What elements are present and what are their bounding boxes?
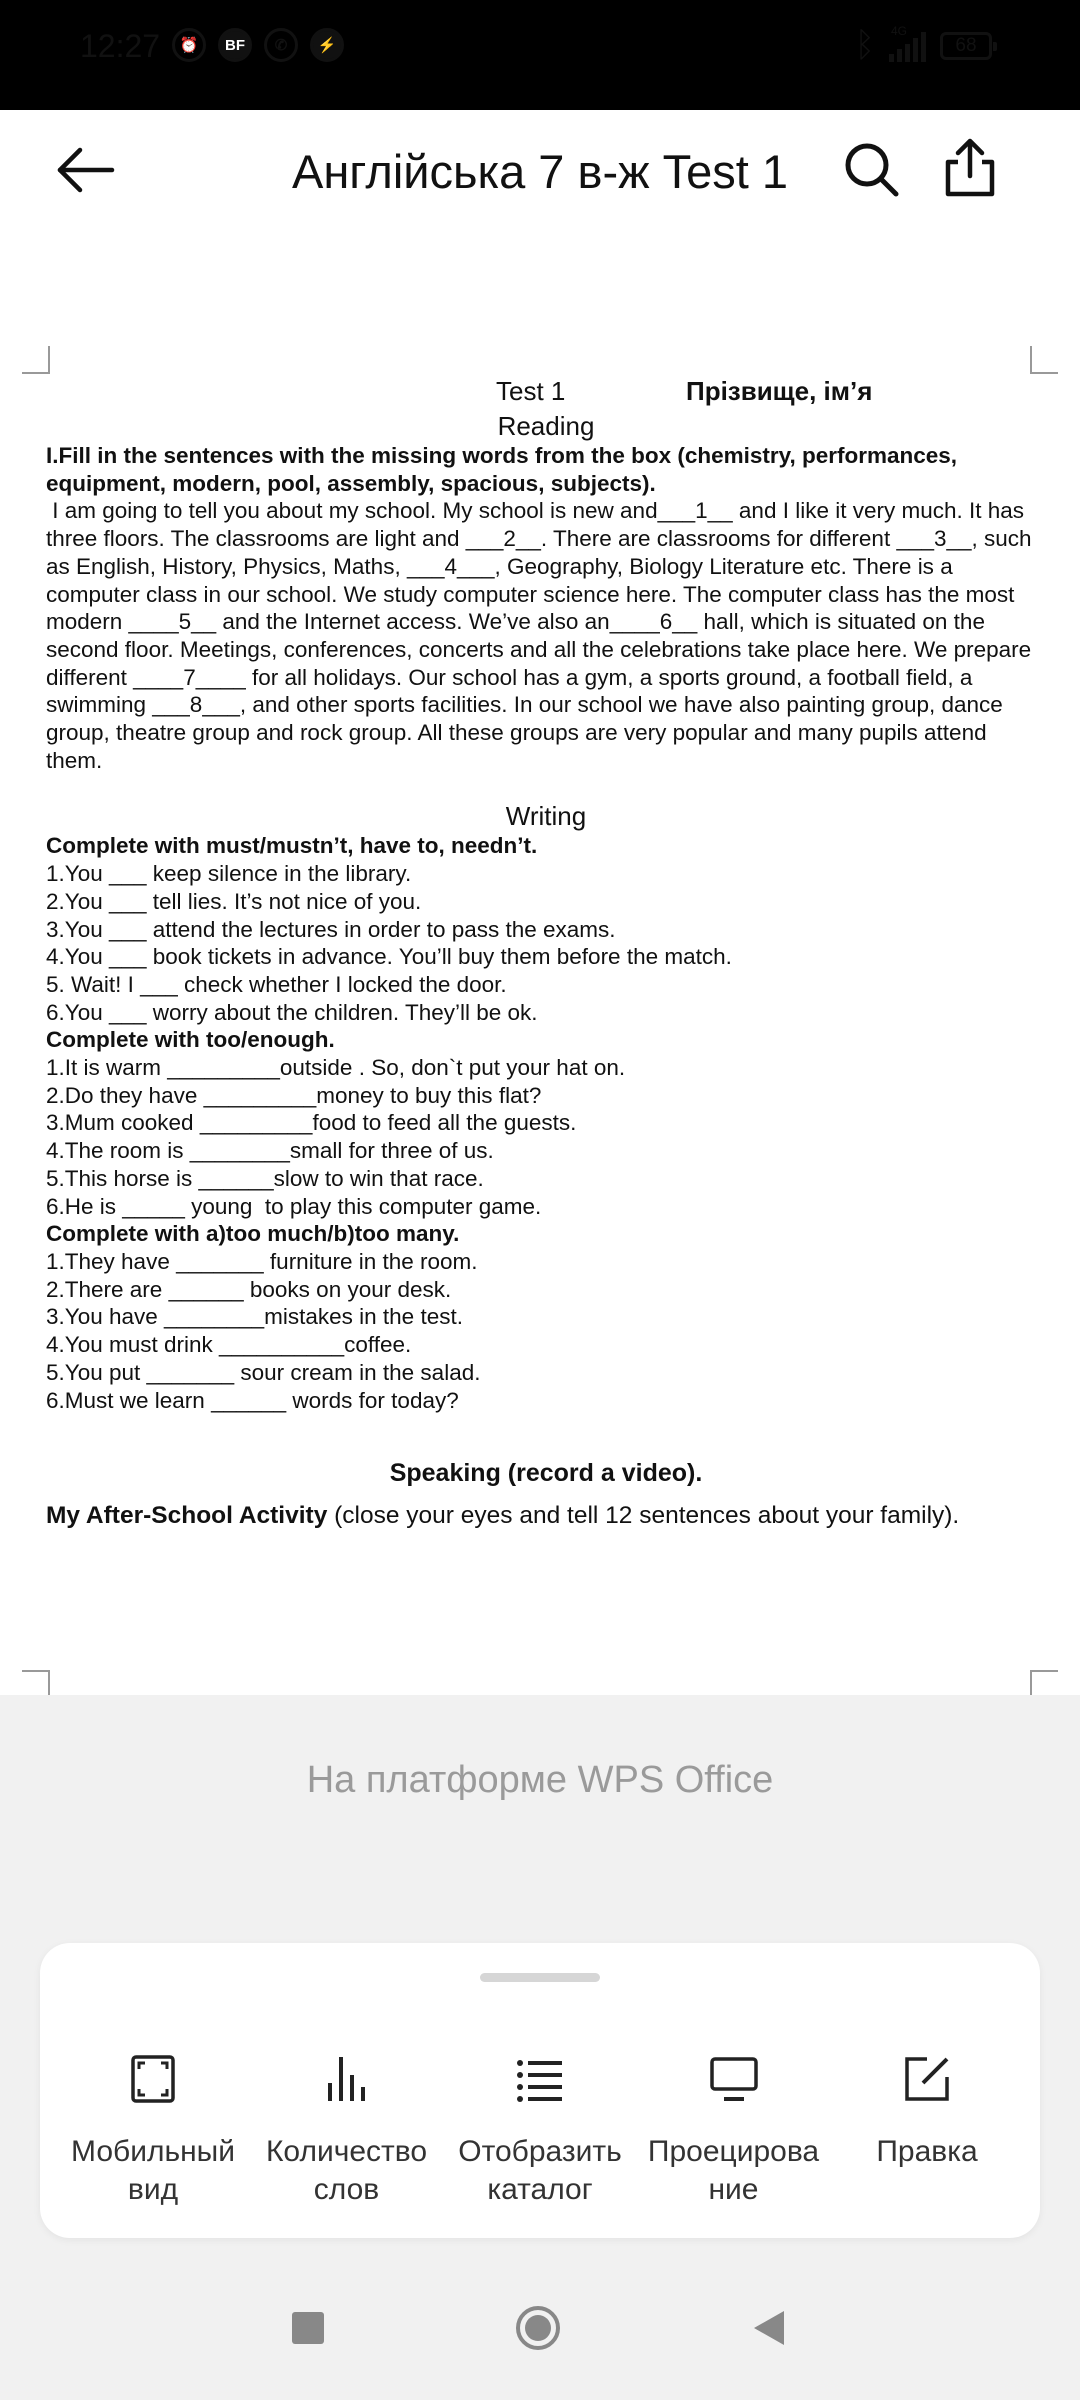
- word-count-label: Количество слов: [265, 2135, 428, 2206]
- edit-icon: [901, 2053, 953, 2105]
- section3-item: 2.There are ______ books on your desk.: [46, 1276, 452, 1302]
- section2-item: 3.Mum cooked _________food to feed all the guests.: [46, 1110, 577, 1136]
- page-corner-mark: [22, 346, 50, 374]
- back-triangle-icon[interactable]: [748, 2307, 788, 2349]
- mobile-view-button[interactable]: [58, 2053, 248, 2209]
- bottom-toolbar-sheet: [40, 1943, 1040, 2238]
- word-count-icon: [321, 2053, 373, 2105]
- catalog-button[interactable]: [445, 2053, 635, 2209]
- system-nav-bar: [0, 2265, 1080, 2400]
- section2-item: 4.The room is ________small for three of us.: [46, 1138, 494, 1164]
- speaking-heading: Speaking (record a video).: [389, 1459, 703, 1488]
- catalog-label: Отобразить каталог: [458, 2135, 622, 2206]
- test-title: Test 1: [496, 376, 566, 406]
- section1-item: 4.You ___ book tickets in advance. You’ll buy them before the match.: [46, 944, 732, 970]
- section2-item: 6.He is _____ young to play this computer game.: [46, 1193, 542, 1219]
- section3-item: 5.You put _______ sour cream in the salad.: [46, 1359, 481, 1385]
- signal-icon: [889, 23, 926, 62]
- page-corner-mark: [1030, 1670, 1058, 1698]
- section2-title: Complete with too/enough.: [46, 1027, 335, 1053]
- status-bar: [0, 0, 1080, 90]
- bottom-area: [0, 1695, 1080, 2290]
- section1-item: 3.You ___ attend the lectures in order to pass the exams.: [46, 916, 616, 942]
- edit-button[interactable]: [832, 2053, 1022, 2209]
- projection-icon: [708, 2053, 760, 2105]
- section1-title: Complete with must/mustn’t, have to, needn’t.: [46, 833, 538, 859]
- section2-item: 2.Do they have _________money to buy this flat?: [46, 1082, 542, 1108]
- section1-item: 2.You ___ tell lies. It’s not nice of you.: [46, 888, 422, 914]
- section1-item: 5. Wait! I ___ check whether I locked the door.: [46, 971, 507, 997]
- document-title: Англійська 7 в-ж Test 1: [291, 145, 789, 198]
- reading-text: I am going to tell you about my school. My school is new and___1__ and I like it very much. It has three floors. The classrooms are light and ___2__. There are classrooms for different ___3__, such as English, History, Physics, Maths, ___4___, Geography, Biology Literature etc. There is a computer class in our school. We study computer science here. The computer class has the most modern ____5__ and the Internet access. We’ve also an____6__ hall, which is situated on the second floor. Meetings, conferences, concerts and all the celebrations take place here. We prepare different ____7____ for all holidays. Our school has a gym, a sports ground, a football field, a swimming ___8___, and other sports facilities. In our school we have also painting group, dance group, theatre group and rock group. All these groups are very popular and many pupils attend them.: [46, 498, 1038, 773]
- section3-title: Complete with a)too much/b)too many.: [46, 1221, 460, 1247]
- sheet-drag-handle[interactable]: [480, 1973, 600, 1982]
- activity-instruction: (close your eyes and tell 12 sentences about your family).: [327, 1501, 960, 1529]
- bluetooth-icon: ᛒ: [854, 26, 875, 64]
- section1-item: 6.You ___ worry about the children. They’ll be ok.: [46, 999, 538, 1025]
- catalog-icon: [514, 2053, 566, 2105]
- activity-title: My After-School Activity: [46, 1501, 328, 1529]
- section3-item: 3.You have ________mistakes in the test.: [46, 1304, 463, 1330]
- mobile-view-icon: [127, 2053, 179, 2105]
- platform-text: На платформе WPS Office: [306, 1759, 774, 1801]
- battery-icon: [940, 32, 992, 60]
- back-arrow-icon[interactable]: [52, 142, 116, 198]
- network-type: 4G: [891, 23, 908, 38]
- app-header: [0, 110, 1080, 230]
- reading-task: I.Fill in the sentences with the missing words from the box (chemistry, performances, equipment, modern, pool, assembly, spacious, subjects).: [46, 443, 958, 496]
- edit-label: Правка: [876, 2135, 978, 2168]
- section3-item: 1.They have _______ furniture in the room.: [46, 1248, 478, 1274]
- writing-heading: Writing: [505, 801, 587, 832]
- section3-item: 4.You must drink __________coffee.: [46, 1332, 412, 1358]
- mobile-view-label: Мобильный вид: [71, 2135, 235, 2206]
- page-corner-mark: [22, 1670, 50, 1698]
- projection-button[interactable]: [639, 2053, 829, 2209]
- viber-icon: ✆: [264, 28, 298, 62]
- reading-heading: Reading: [497, 411, 595, 441]
- document-content: [46, 378, 1046, 1530]
- document-page[interactable]: [0, 230, 1080, 1695]
- activity-line: [46, 1502, 1046, 1530]
- word-count-button[interactable]: [252, 2053, 442, 2209]
- battery-level: 68: [955, 34, 977, 56]
- search-icon[interactable]: [842, 140, 900, 198]
- page-corner-mark: [1030, 346, 1058, 374]
- section2-item: 1.It is warm _________outside . So, don`t put your hat on.: [46, 1055, 626, 1081]
- notification-icons: [172, 28, 344, 62]
- home-icon[interactable]: [515, 2305, 561, 2351]
- app-notification-icon: BF: [218, 28, 252, 62]
- status-time: 12:27: [80, 28, 161, 64]
- section1-item: 1.You ___ keep silence in the library.: [46, 861, 412, 887]
- section2-item: 5.This horse is ______slow to win that race.: [46, 1165, 484, 1191]
- messenger-icon: ⚡: [310, 28, 344, 62]
- projection-label: Проецирова ние: [647, 2135, 820, 2206]
- alarm-icon: ⏰: [172, 28, 206, 62]
- section3-item: 6.Must we learn ______ words for today?: [46, 1387, 459, 1413]
- recent-apps-icon[interactable]: [292, 2312, 324, 2344]
- name-label: Прізвище, ім’я: [686, 376, 873, 406]
- share-icon[interactable]: [944, 136, 996, 198]
